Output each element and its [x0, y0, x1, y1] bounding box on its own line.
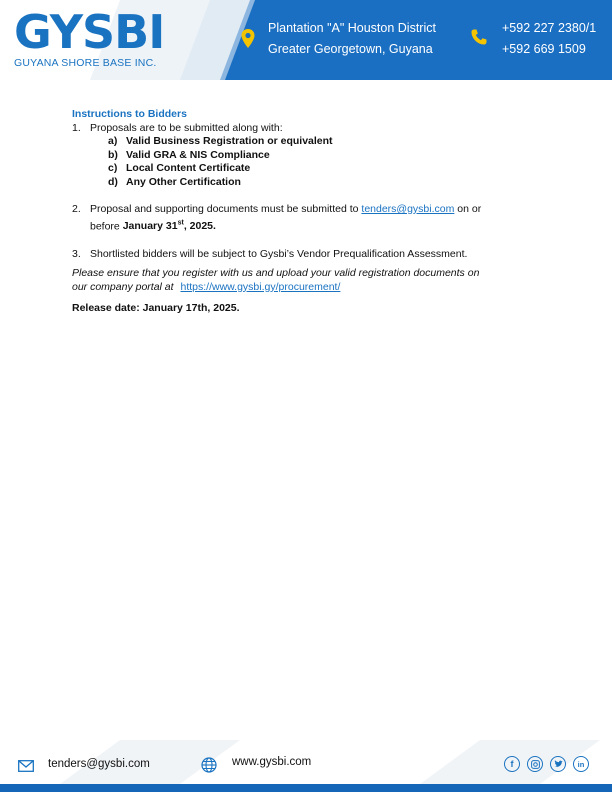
address-line-2: Greater Georgetown, Guyana	[268, 42, 433, 56]
note-line-1: Please ensure that you register with us and upload your valid registration documents on	[72, 267, 480, 279]
registration-note	[72, 267, 552, 294]
sublist-item	[108, 176, 552, 190]
phone-number-1: +592 227 2380/1	[502, 21, 597, 35]
sublist-letter: b)	[108, 148, 118, 161]
logo-subtitle: GUYANA SHORE BASE INC.	[14, 57, 157, 69]
deadline-date: January 31	[122, 220, 178, 232]
list-item-2	[72, 203, 552, 234]
sublist-letter: d)	[108, 175, 118, 188]
list-number: 1.	[72, 121, 81, 134]
document-body	[72, 108, 552, 316]
release-date: Release date: January 17th, 2025.	[72, 302, 240, 314]
tenders-email-link[interactable]: tenders@gysbi.com	[361, 203, 455, 215]
phone-number-2: +592 669 1509	[502, 42, 586, 56]
procurement-portal-link[interactable]: https://www.gysbi.gy/procurement/	[180, 280, 341, 293]
instagram-icon[interactable]	[527, 756, 543, 772]
sublist-item	[108, 162, 552, 176]
deadline-date-suffix: st	[177, 219, 184, 227]
item2-text-before: Proposal and supporting documents must be submitted to	[90, 203, 362, 215]
sublist-item	[108, 135, 552, 149]
list-item-3	[72, 248, 552, 262]
sublist-text: Valid GRA & NIS Compliance	[126, 148, 270, 161]
facebook-icon[interactable]: f	[504, 756, 520, 772]
sublist-text: Any Other Certification	[126, 175, 241, 188]
requirements-sublist	[108, 135, 552, 189]
phone-icon	[470, 28, 488, 46]
header-phones	[502, 18, 596, 60]
logo-wordmark: GYSBI	[14, 5, 165, 59]
company-logo	[14, 5, 165, 69]
address-line-1: Plantation "A" Houston District	[268, 21, 436, 35]
submission-deadline	[123, 220, 216, 232]
instructions-title: Instructions to Bidders	[72, 108, 187, 120]
footer-accent-bar	[0, 784, 612, 792]
list-number: 3.	[72, 247, 81, 260]
item2-line2-before: before	[90, 220, 123, 232]
item2-text-after: on or	[454, 203, 482, 215]
list-item-text: Proposals are to be submitted along with:	[90, 121, 283, 134]
footer-website-link[interactable]: www.gysbi.com	[232, 756, 312, 768]
sublist-letter: c)	[108, 162, 118, 174]
list-item-1	[72, 122, 552, 136]
sublist-text: Local Content Certificate	[126, 162, 251, 174]
list-number: 2.	[72, 203, 81, 215]
mail-icon	[18, 760, 34, 772]
footer-email-link[interactable]: tenders@gysbi.com	[48, 758, 150, 770]
twitter-icon[interactable]	[550, 756, 566, 772]
deadline-year: , 2025.	[183, 220, 216, 232]
sublist-text: Valid Business Registration or equivalent	[126, 135, 333, 147]
list-item-text	[90, 203, 481, 234]
location-pin-icon	[240, 28, 256, 50]
globe-icon	[201, 757, 217, 773]
header-address	[268, 18, 436, 60]
sublist-letter: a)	[108, 135, 118, 147]
sublist-item	[108, 149, 552, 163]
note-line-2: our company portal at	[72, 280, 177, 293]
linkedin-icon[interactable]: in	[573, 756, 589, 772]
list-item-text: Shortlisted bidders will be subject to Gysbi’s Vendor Prequalification Assessment.	[90, 247, 468, 260]
letterhead-header	[0, 0, 612, 80]
